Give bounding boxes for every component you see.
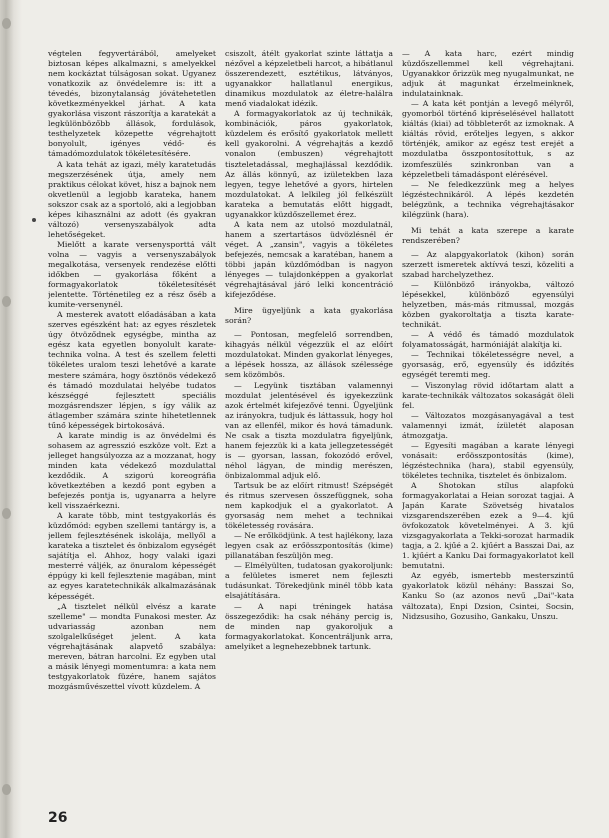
section-question: Mire ügyeljünk a kata gyakorlása során? [225,306,393,326]
paragraph: A karate mindig is az önvédelmi és sohasem az agresszió eszköze volt. Ezt a jelleget hangsúlyozza az a mozzanat, hogy minden kata védekező mozdulattal kezdődik. A szigorú koreográfia következtében a kezdő pont egyben a befejezés pontja is, ugyanarra a helyre kell visszaérkezni. [48,430,216,511]
paragraph: A kata nem az utolsó mozdulatnál, hanem a szertartásos üdvözlésnél ér véget. A „zansin", vagyis a tökéletes befejezés, nemcsak a karatéban, hanem a többi japán küzdőmódban is nagyon lényeges — tulajdonképpen a gyakorlat végrehajtásával járó lelki koncentráció kifejeződése. [225,219,393,300]
paragraph: — A védő és támadó mozdulatok folyamatosságát, harmóniáját alakítja ki. [402,330,574,350]
text-column-2 [225,49,393,804]
punch-hole [2,508,11,519]
paragraph: Az egyéb, ismertebb mesterszintű gyakorlatok közül néhány: Basszai So, Kanku So (az azonos nevű „Dai"-kata változata), Enpi Dzsion, Csintei, Socsin, Nidzsusiho, Gozusiho, Gankaku, Unszu. [402,571,574,621]
punch-hole [2,18,11,29]
text-column-1 [48,49,216,804]
paragraph: végtelen fegyvertárából, amelyeket biztosan képes alkalmazni, s amelyekkel nem kockáztat túlságosan sokat. Ugyanez vonatkozik az önvédelemre is: itt a tévedés, bizonytalanság jóvátehetetlen következményekkel járhat. A kata gyakorlása viszont rászorítja a karatekát a legkülönbözőbb állások, fordulások, testhelyzetek közepette végrehajtott bonyolult, igényes védő- és támadómozdulatok tökéletesítésére. [48,49,216,159]
paragraph: — A kata két pontján a levegő mélyről, gyomorból történő kipréselésével hallatott kiáltás (kiai) ad többleterőt az izmoknak. A kiáltás rövid, erőteljes legyen, s akkor történjék, amikor az egész test erejét a mozdulatba összpontosítottuk, s az izomfeszülés szinkronban van a képzeletbeli támadáspont elérésével. [402,99,574,179]
paragraph: Tartsuk be az előírt ritmust! Szépségét és ritmus szervesen összefüggnek, soha nem kapkodjuk el a gyakorlatot. A gyorsaság nem mehet a technikai tökéletesség rovására. [225,480,393,531]
paragraph: — Legyünk tisztában valamennyi mozdulat jelentésével és igyekezzünk azok értelmét kifejezővé tenni. Ügyeljünk az irányokra, tudjuk és láttassuk, hogy hol van az ellenfél, mikor és hová támadunk. Ne csak a tiszta mozdulatra figyeljünk, hanem fejezzük ki a kata jellegzetességét is — gyorsan, lassan, fokozódó erővel, néhol lágyan, de mindig merészen, önbizalommal adjuk elő. [225,380,393,480]
paragraph: — A kata harc, ezért mindig küzdőszellemmel kell végrehajtani. Ugyanakkor őrizzük meg nyugalmunkat, ne adjuk át magunkat érzelmeinknek, indulatainknak. [402,49,574,99]
paragraph: A mesterek avatott előadásában a kata szerves egészként hat: az egyes részletek úgy ötvöződnek egységbe, mintha az egész kata egyetlen bonyolult karate-technika volna. A test és szellem feletti tökéletes uralom teszi lehetővé a karate mestere számára, hogy ösztönös védekező és támadó mozdulatai helyébe tudatos készséggé fejlesztett speciális mozgásrendszer lépjen, s így válik az átlagember számára szinte hihetetlennek tűnő képességek birtokosává. [48,310,216,430]
paragraph: „A tisztelet nélkül elvész a karate szelleme" — mondta Funakosi mester. Az udvariasság azonban nem szolgalelkűséget jelent. A kata végrehajtásának alapvető szabálya: mereven, bátran harcolni. Ez egyben utal a másik lényegi momentumra: a kata nem testgyakorlatok füzére, hanem sajátos mozgásművészettel vívott küzdelem. A [48,601,216,691]
paragraph: A Shotokan stílus alapfokú formagyakorlatai a Heian sorozat tagjai. A Japán Karate Szövetség hivatalos vizsgarendszerében ezek a 9—4. kjű övfokozatok követelményei. A 3. kjű vizsgagyakorlata a Tekki-sorozat harmadik tagja, a 2. kjűé a 2. kjűért a Basszai Dai, az 1. kjűért a Kanku Dai formagyakorlatot kell bemutatni. [402,480,574,571]
paragraph: — A napi tréningek hatása összegeződik: ha csak néhány percig is, de minden nap gyakoroljuk a formagyakorlatokat. Koncentráljunk arra, amelyiket a legnehezebbnek tartunk. [225,601,393,651]
punch-hole [2,784,11,795]
margin-dot [32,218,36,222]
paragraph: — Különböző irányokba, változó lépésekkel, különböző egyensúlyi helyzetben, más-más ritmussal, mozgás közben gyakoroltatja a tiszta karate-technikát. [402,280,574,330]
section-question: Mi tehát a kata szerepe a karate rendszerében? [402,225,574,245]
paragraph: — Pontosan, megfelelő sorrendben, kihagyás nélkül végezzük el az előírt mozdulatokat. Minden gyakorlat lényeges, a lépések hossza, az állások szélessége sem közömbös. [225,330,393,380]
text-column-3 [402,49,574,804]
paragraph: — Elmélyülten, tudatosan gyakoroljunk: a felületes ismeret nem fejleszti tudásunkat. Törekedjünk minél több kata elsajátítására. [225,561,393,601]
page-number: 26 [48,810,68,826]
punch-hole [2,296,11,307]
paragraph: A formagyakorlatok az új technikák, kombinációk, páros gyakorlatok, küzdelem és erősítő gyakorlatok mellett kell gyakorolni. A végrehajtás a kezdő vonalon (embuszen) végrehajtott tiszteletadással, meghajlással kezdődik. Az állás könnyű, az izületekben laza legyen, tegye lehetővé a gyors, hirtelen mozdulatokat. A lelkileg jól felkészült karateka a bemutatás előtt higgadt, ugyanakkor küzdőszellemet érez. [225,109,393,219]
paragraph: — Változatos mozgásanyagával a test valamennyi izmát, ízületét alaposan átmozgatja. [402,410,574,440]
paragraph: — Technikai tökéletességre nevel, a gyorsaság, erő, egyensúly és időzítés egységét teremti meg. [402,350,574,380]
binding-edge [0,0,22,838]
paragraph: — Egyesíti magában a karate lényegi vonásait: erőösszpontosítás (kime), légzéstechnika (hara), stabil egyensúly, tökéletes technika, tisztelet és önbizalom. [402,440,574,480]
paragraph: Mielőtt a karate versenysporttá vált volna — vagyis a versenyszabályok megalkotása, versenyek rendezése előtti időkben — gyakorlása főként a formagyakorlatok tökéletesítését jelentette. Történetileg ez a rész őséb a kumite-versenynél. [48,239,216,310]
paragraph: — Ne feledkezzünk meg a helyes légzéstechnikáról. A lépés kezdetén belégzünk, a technika végrehajtásakor kilégzünk (hara). [402,179,574,219]
paragraph: — Az alapgyakorlatok (kihon) során szerzett ismeretek aktívvá teszi, közeliti a szabad harchelyzethez. [402,249,574,279]
paragraph: — Ne erőlködjünk. A test hajlékony, laza legyen csak az erőösszpontosítás (kime) pillanatában feszüljön meg. [225,531,393,561]
paragraph: — Viszonylag rövid időtartam alatt a karate-technikák változatos sokaságát öleli fel. [402,380,574,410]
paragraph: A karate több, mint testgyakorlás és küzdőmód: egyben szellemi tantárgy is, a jellem fejlesztésének iskolája, mellyől a karateka a tisztelet és önbizalom egységét sajátítja el. Ahhoz, hogy valaki igazi mesterré váljék, az önuralom képességét éppúgy ki kell fejlesztenie magában, mint az egyes karatetechnikák alkalmazásának képességét. [48,511,216,601]
paragraph: A kata tehát az igazi, mély karatetudás megszerzésének útja, amely nem praktikus célokat követ, hisz a bajnok nem okvetlenül a legjobb karateka, hanem sokszor csak az a sportoló, aki a legjobban képes kihasználni az adott (és gyakran változó) versenyszabályok adta lehetőségeket. [48,159,216,239]
paragraph: csiszolt, átélt gyakorlat szinte láttatja a nézővel a képzeletbeli harcot, a hibátlanul összerendezett, esztétikus, látványos, ugyanakkor hallatlanul energikus, dinamikus mozdulatok az életre-halálra menő viadalokat idézik. [225,49,393,109]
